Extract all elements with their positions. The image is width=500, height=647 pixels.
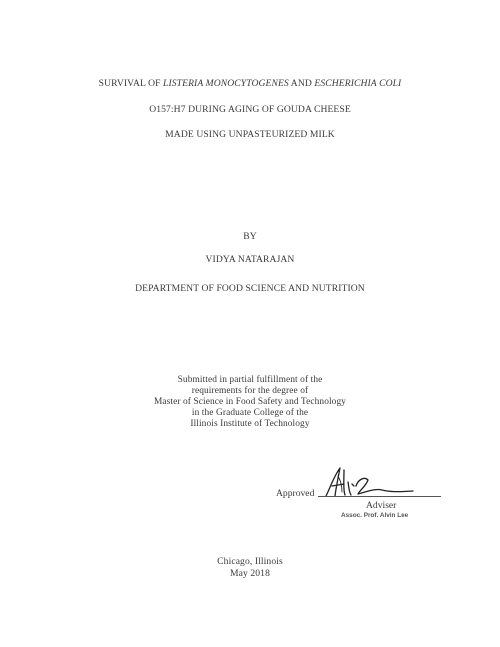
submission-line-1: Submitted in partial fulfillment of the [177,375,323,385]
department: DEPARTMENT OF FOOD SCIENCE AND NUTRITION [135,283,365,294]
adviser-name: Assoc. Prof. Alvin Lee [341,512,409,519]
submission-line-3: Master of Science in Food Safety and Technology [153,397,347,407]
date: May 2018 [230,568,270,579]
submission-line-2: requirements for the degree of [191,386,309,396]
author-name: VIDYA NATARAJAN [205,254,295,265]
adviser-role: Adviser [366,500,397,511]
signature-line [318,496,441,497]
location: Chicago, Illinois [217,556,283,567]
submission-line-5: Illinois Institute of Technology [190,419,310,429]
title-organism-1: LISTERIA MONOCYTOGENES [163,78,289,89]
approved-label: Approved [276,488,315,499]
by-label: BY [243,231,257,242]
title-organism-2: ESCHERICHIA COLI [314,78,402,89]
title-line-1 [0,78,500,90]
title-conjunction: AND [288,78,315,89]
submission-line-4: in the Graduate College of the [191,408,309,418]
title-line-3: MADE USING UNPASTEURIZED MILK [165,129,335,140]
title-prefix: SURVIVAL OF [98,78,164,89]
title-line-2: O157:H7 DURING AGING OF GOUDA CHEESE [149,104,351,115]
